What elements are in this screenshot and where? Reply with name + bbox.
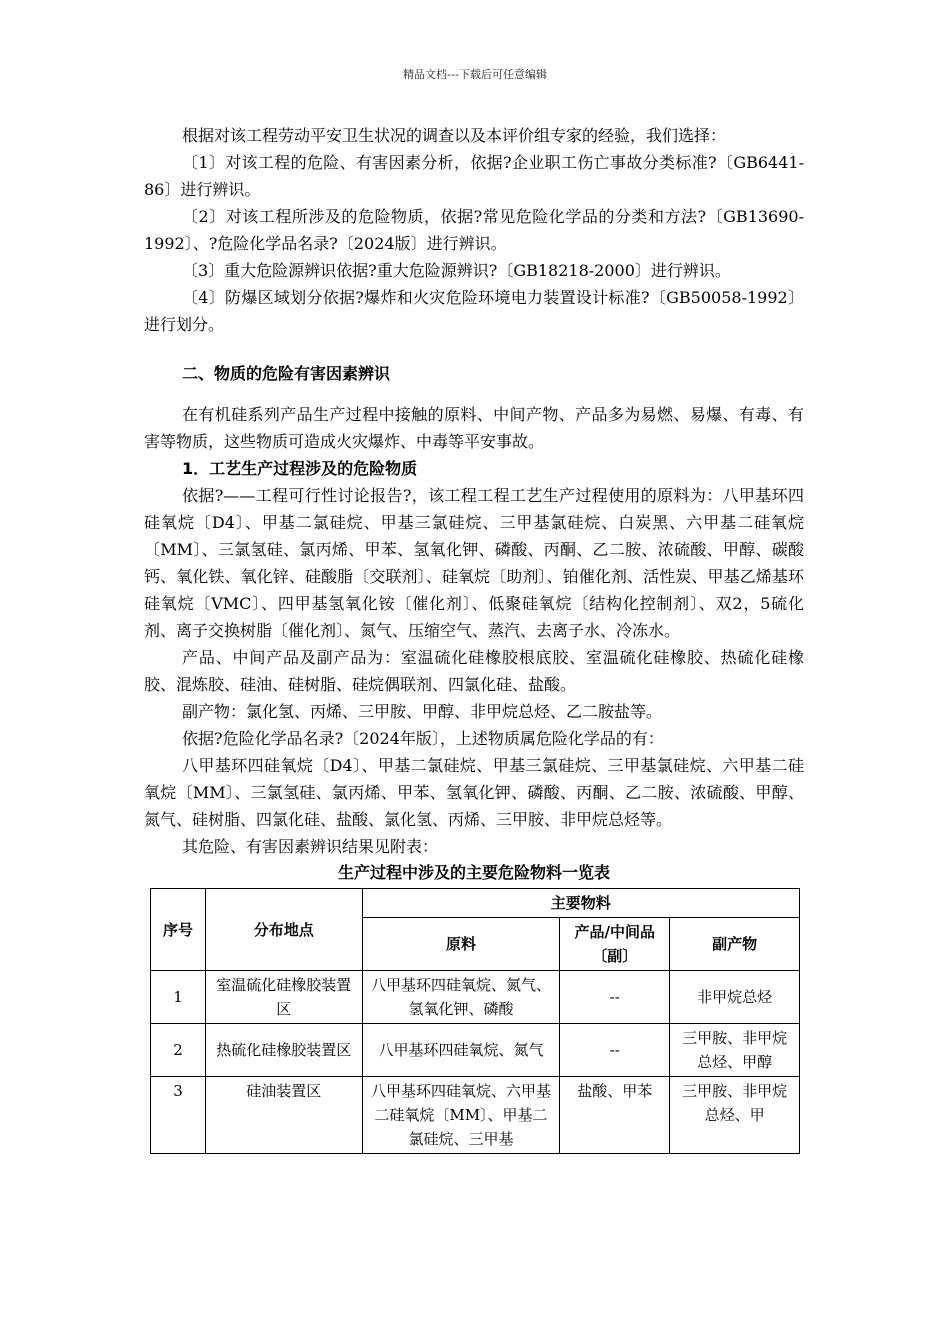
document-body (144, 122, 804, 890)
header-raw: 原料 (362, 918, 560, 971)
header-location: 分布地点 (205, 889, 362, 971)
table-row (151, 1077, 800, 1154)
paragraph-item-3: 〔3〕重大危险源辨识依据?重大危险源辨识?〔GB18218-2000〕进行辨识。 (182, 261, 731, 280)
paragraph-products: 产品、中间产品及副产品为：室温硫化硅橡胶根底胶、室温硫化硅橡胶、热硫化硅橡胶、混炼胶、硅油、硅树脂、硅烷偶联剂、四氯化硅、盐酸。 (144, 648, 804, 694)
cell-no: 2 (151, 1024, 206, 1077)
cell-product: 盐酸、甲苯 (560, 1077, 670, 1154)
paragraph-catalog: 依据?危险化学品名录?〔2024年版〕，上述物质属危险化学品的有： (182, 729, 664, 748)
cell-product: -- (560, 1024, 670, 1077)
header-byproduct: 副产物 (670, 918, 800, 971)
paragraph-item-2: 〔2〕对该工程所涉及的危险物质，依据?常见危险化学品的分类和方法?〔GB13690-1992〕、?危险化学品名录?〔2024版〕进行辨识。 (144, 207, 804, 253)
cell-raw: 八甲基环四硅氧烷、氮气、氢氧化钾、磷酸 (362, 971, 560, 1024)
cell-location: 热硫化硅橡胶装置区 (205, 1024, 362, 1077)
header-main-materials: 主要物料 (362, 889, 799, 918)
paragraph-intro: 根据对该工程劳动平安卫生状况的调查以及本评价组专家的经验，我们选择： (182, 126, 727, 145)
table-row (151, 1024, 800, 1077)
paragraph-item-1: 〔1〕对该工程的危险、有害因素分析，依据?企业职工伤亡事故分类标准?〔GB6441-86〕进行辨识。 (144, 153, 804, 199)
header-no: 序号 (151, 889, 206, 971)
cell-product: -- (560, 971, 670, 1024)
paragraph-hazardous-list: 八甲基环四硅氧烷〔D4〕、甲基二氯硅烷、甲基三氯硅烷、三甲基氯硅烷、六甲基二硅氧烷〔MM〕、三氯氢硅、氯丙烯、甲苯、氢氧化钾、磷酸、丙酮、乙二胺、浓硫酸、甲醇、氮气、硅树脂、四氯化硅、盐酸、氯化氢、丙烯、三甲胺、非甲烷总烃等。 (144, 756, 804, 829)
cell-location: 室温硫化硅橡胶装置区 (205, 971, 362, 1024)
hazard-materials-table (150, 888, 800, 1154)
cell-raw: 八甲基环四硅氧烷、六甲基二硅氧烷〔MM〕、甲基二氯硅烷、三甲基 (362, 1077, 560, 1154)
paragraph-see-table: 其危险、有害因素辨识结果见附表： (182, 837, 439, 856)
cell-raw: 八甲基环四硅氧烷、氮气 (362, 1024, 560, 1077)
cell-byproduct: 三甲胺、非甲烷总烃、甲 (670, 1077, 800, 1154)
cell-location: 硅油装置区 (205, 1077, 362, 1154)
paragraph-item-4: 〔4〕防爆区域划分依据?爆炸和火灾危险环境电力装置设计标准?〔GB50058-1992〕进行划分。 (144, 288, 804, 334)
table-row (151, 971, 800, 1024)
cell-no: 1 (151, 971, 206, 1024)
page-header: 精品文档---下载后可任意编辑 (403, 68, 547, 81)
section-title: 二、物质的危险有害因素辨识 (182, 364, 391, 383)
cell-byproduct: 非甲烷总烃 (670, 971, 800, 1024)
header-product: 产品/中间品〔副〕 (560, 918, 670, 971)
section-intro: 在有机硅系列产品生产过程中接触的原料、中间产物、产品多为易燃、易爆、有毒、有害等物质，这些物质可造成火灾爆炸、中毒等平安事故。 (144, 405, 804, 451)
table-title: 生产过程中涉及的主要危险物料一览表 (337, 863, 610, 882)
subsection-title: 1．工艺生产过程涉及的危险物质 (182, 459, 418, 478)
paragraph-byproducts: 副产物：氯化氢、丙烯、三甲胺、甲醇、非甲烷总烃、乙二胺盐等。 (182, 702, 663, 721)
cell-no: 3 (151, 1077, 206, 1154)
paragraph-raw-materials: 依据?——工程可行性讨论报告?，该工程工程工艺生产过程使用的原料为：八甲基环四硅氧烷〔D4〕、甲基二氯硅烷、甲基三氯硅烷、三甲基氯硅烷、白炭黑、六甲基二硅氧烷〔MM〕、三氯氢硅、氯丙烯、甲苯、氢氧化钾、磷酸、丙酮、乙二胺、浓硫酸、甲醇、碳酸钙、氧化铁、氧化锌、硅酸脂〔交联剂〕、硅氧烷〔助剂〕、铂催化剂、活性炭、甲基乙烯基环硅氧烷〔VMC〕、四甲基氢氧化铵〔催化剂〕、低聚硅氧烷〔结构化控制剂〕、双2，5硫化剂、离子交换树脂〔催化剂〕、氮气、压缩空气、蒸汽、去离子水、冷冻水。 (144, 486, 804, 640)
cell-byproduct: 三甲胺、非甲烷总烃、甲醇 (670, 1024, 800, 1077)
